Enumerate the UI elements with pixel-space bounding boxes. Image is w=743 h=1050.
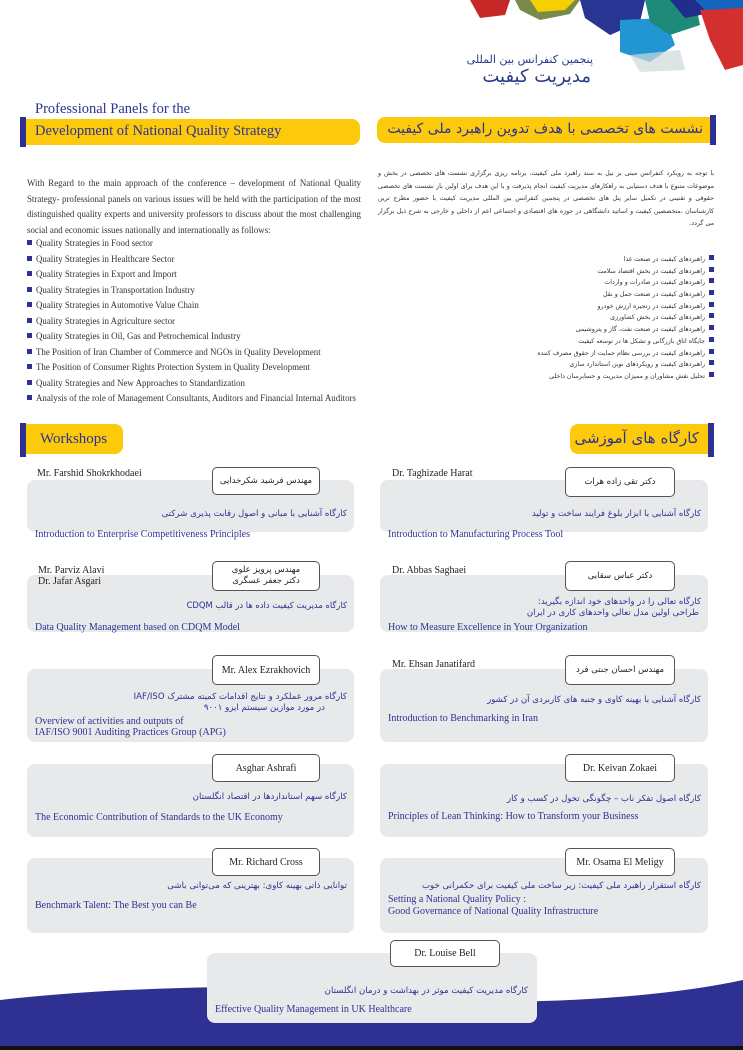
workshop-speaker-en-1: Mr. Parviz Alavi bbox=[38, 565, 105, 576]
workshop-title-fa-1: کارگاه تعالی را در واحدهای خود اندازه بگیرید: bbox=[537, 597, 701, 607]
workshop-title-fa-2: در مورد موازین سیستم ایزو ۹۰۰۱ bbox=[203, 703, 325, 713]
bullet-icon bbox=[27, 380, 32, 385]
workshop-speaker-en: Mr. Ehsan Janatifard bbox=[392, 659, 476, 670]
workshop-title-en-2: Good Governance of National Quality Infrastructure bbox=[388, 906, 599, 917]
workshops-title-en: Workshops bbox=[40, 431, 108, 447]
workshop-title-fa: کارگاه سهم استانداردها در اقتصاد انگلستان bbox=[192, 792, 347, 802]
workshop-speaker-fa-2: دکتر جعفر عسگری bbox=[232, 576, 300, 586]
panel-item-fa: جایگاه اتاق بازرگانی و تشکل ها در توسعه کیفیت bbox=[537, 336, 714, 348]
workshop-speaker-en: Asghar Ashrafi bbox=[212, 754, 320, 782]
bullet-icon bbox=[709, 325, 714, 330]
workshop-title-en: Effective Quality Management in UK Healthcare bbox=[215, 1004, 412, 1015]
workshop-speaker-en-2: Dr. Jafar Asgari bbox=[38, 576, 102, 587]
bullet-icon bbox=[27, 271, 32, 276]
bullet-icon bbox=[27, 364, 32, 369]
workshop-title-fa: کارگاه آشنایی با ابزار بلوغ فرایند ساخت و تولید bbox=[531, 509, 701, 519]
bullet-icon bbox=[709, 313, 714, 318]
bullet-icon bbox=[27, 287, 32, 292]
bullet-icon bbox=[27, 240, 32, 245]
bullet-icon bbox=[709, 255, 714, 260]
panel-item-fa: راهبردهای کیفیت در بررسی نظام حمایت از حقوق مصرف کننده bbox=[537, 348, 714, 360]
bullet-icon bbox=[709, 337, 714, 342]
bullet-icon bbox=[709, 278, 714, 283]
workshop-title-fa: کارگاه آشنایی با مبانی و اصول رقابت پذیری شرکتی bbox=[161, 509, 347, 519]
workshop-title-fa: کارگاه آشنایی با بهینه کاوی و جنبه های کاربردی آن در کشور bbox=[487, 695, 701, 705]
workshop-title-en: Principles of Lean Thinking: How to Transform your Business bbox=[388, 811, 639, 822]
panel-item-en: Quality Strategies in Transportation Industry bbox=[27, 283, 356, 299]
panel-item-fa: تحلیل نقش مشاوران و ممیزان مدیریت و حسابرسان داخلی bbox=[537, 371, 714, 383]
panels-intro-en: With Regard to the main approach of the conference – development of National Quality Strategy- professional panels on various issues will be held with the participation of the most distinguished quality experts and university professors to discuss about the most challenging social and economic issues nationally and internationally as follows: bbox=[27, 178, 361, 235]
workshop-title-fa: کارگاه استقرار راهبرد ملی کیفیت: زیر ساخت ملی کیفیت برای حکمرانی خوب bbox=[421, 881, 701, 891]
panels-title-fa: نشست های تخصصی با هدف تدوین راهبرد ملی کیفیت bbox=[387, 121, 703, 137]
workshop-title-en: The Economic Contribution of Standards to the UK Economy bbox=[35, 812, 283, 823]
workshop-title-en-2: IAF/ISO 9001 Auditing Practices Group (APG) bbox=[35, 727, 226, 738]
bullet-icon bbox=[709, 372, 714, 377]
panels-intro-fa: با توجه به رویکرد کنفرانس مبنی بر نیل به سند راهبرد ملی کیفیت، برنامه ریزی برگزاری نشست های تخصصی در بخش و موضوعات متنوع با هدف دستیابی به راهکارهای مدیریت کیفیت انجام پذیرفت و با این هدف برای اولین بار نشست های تخصصی حقوقی و تقنینی در تکمیل سایر پنل های تخصصی در پنجمین کنفرانس بین المللی مدیریت کیفیت با حضور مطرح ترین کارشناسان ،متخصصین کیفیت و اساتید دانشگاهی در حوزه های اقتصادی و اجتماعی اعم از داخلی و خارجی به شرح ذیل برگزار می گردد. bbox=[378, 170, 714, 227]
workshop-title-en: Data Quality Management based on CDQM Model bbox=[35, 622, 240, 633]
workshops-header-accent-fa bbox=[708, 423, 714, 457]
bullet-icon bbox=[27, 302, 32, 307]
workshop-speaker-en: Dr. Abbas Saghaei bbox=[392, 565, 467, 576]
workshop-speaker-en: Dr. Louise Bell bbox=[390, 940, 500, 967]
workshop-title-en: Introduction to Enterprise Competitiveness Principles bbox=[35, 529, 250, 540]
panel-item-en: The Position of Iran Chamber of Commerce and NGOs in Quality Development bbox=[27, 345, 356, 361]
bullet-icon bbox=[709, 302, 714, 307]
panels-title-en-line1: Professional Panels for the bbox=[35, 101, 191, 117]
workshop-speaker-fa: مهندس احسان جنتی فرد bbox=[565, 655, 675, 685]
workshop-title-en: Benchmark Talent: The Best you can Be bbox=[35, 900, 197, 911]
workshop-title-fa: کارگاه مدیریت کیفیت داده ها در قالب CDQM bbox=[186, 600, 347, 610]
panel-item-en: Quality Strategies in Export and Import bbox=[27, 267, 356, 283]
workshop-speaker-fa: دکتر تقی زاده هرات bbox=[565, 467, 675, 497]
workshop-title-fa-1: کارگاه مرور عملکرد و نتایج اقدامات کمیته مشترک IAF/ISO bbox=[133, 692, 347, 702]
bullet-icon bbox=[709, 349, 714, 354]
bullet-icon bbox=[27, 349, 32, 354]
workshop-title-fa: توانایی ذاتی بهینه کاوی: بهترینی که می‌توانی باشی bbox=[167, 881, 347, 891]
panels-list-fa bbox=[537, 254, 714, 383]
panel-item-en: Quality Strategies in Healthcare Sector bbox=[27, 252, 356, 268]
workshops-title-fa: کارگاه های آموزشی bbox=[574, 429, 699, 447]
workshop-title-en-1: Overview of activities and outputs of bbox=[35, 716, 184, 727]
bullet-icon bbox=[27, 318, 32, 323]
bullet-icon bbox=[27, 395, 32, 400]
panels-header-accent-en bbox=[20, 117, 26, 147]
panel-item-fa: راهبردهای کیفیت در صنعت نفت، گاز و پتروشیمی bbox=[537, 324, 714, 336]
bullet-icon bbox=[709, 290, 714, 295]
logo-title: مدیریت کیفیت bbox=[482, 66, 591, 87]
panel-item-fa: راهبردهای کیفیت در بخش اقتصاد سلامت bbox=[537, 266, 714, 278]
panel-item-en: Quality Strategies and New Approaches to Standardization bbox=[27, 376, 356, 392]
workshop-speaker-fa: دکتر عباس سقایی bbox=[565, 561, 675, 591]
panel-item-en: Quality Strategies in Agriculture sector bbox=[27, 314, 356, 330]
workshop-speaker-en: Mr. Farshid Shokrkhodaei bbox=[37, 468, 142, 479]
bullet-icon bbox=[709, 267, 714, 272]
bullet-icon bbox=[27, 333, 32, 338]
workshop-speaker-en: Mr. Richard Cross bbox=[212, 848, 320, 876]
workshop-speaker-en: Dr. Taghizade Harat bbox=[392, 468, 473, 479]
panel-item-en: The Position of Consumer Rights Protection System in Quality Development bbox=[27, 360, 356, 376]
workshop-speaker-fa bbox=[212, 561, 320, 591]
panels-title-en-line2: Development of National Quality Strategy bbox=[35, 123, 282, 139]
panel-item-fa: راهبردهای کیفیت در بخش کشاورزی bbox=[537, 312, 714, 324]
panel-item-en: Analysis of the role of Management Consultants, Auditors and Financial Internal Auditors bbox=[27, 391, 356, 407]
panels-list-en bbox=[27, 236, 356, 407]
workshop-title-fa: کارگاه اصول تفکر ناب – چگونگی تحول در کسب و کار bbox=[507, 794, 701, 804]
workshop-title-fa: کارگاه مدیریت کیفیت موثر در بهداشت و درمان انگلستان bbox=[324, 986, 528, 996]
panel-item-fa: راهبردهای کیفیت در زنجیره ارزش خودرو bbox=[537, 301, 714, 313]
bullet-icon bbox=[709, 360, 714, 365]
logo-conference-line: پنجمین کنفرانس بین المللی bbox=[466, 53, 593, 66]
workshop-speaker-fa-1: مهندس پرویز علوی bbox=[231, 565, 301, 575]
panel-item-fa: راهبردهای کیفیت در صادرات و واردات bbox=[537, 277, 714, 289]
workshop-speaker-en: Dr. Keivan Zokaei bbox=[565, 754, 675, 782]
panels-header-accent-fa bbox=[710, 115, 716, 145]
panel-item-en: Quality Strategies in Oil, Gas and Petrochemical Industry bbox=[27, 329, 356, 345]
bullet-icon bbox=[27, 256, 32, 261]
panel-item-en: Quality Strategies in Automotive Value Chain bbox=[27, 298, 356, 314]
workshop-title-en: Introduction to Benchmarking in Iran bbox=[388, 713, 538, 724]
workshop-speaker-en: Mr. Alex Ezrakhovich bbox=[212, 655, 320, 685]
panel-item-en: Quality Strategies in Food sector bbox=[27, 236, 356, 252]
panel-item-fa: راهبردهای کیفیت در صنعت حمل و نقل bbox=[537, 289, 714, 301]
panel-item-fa: راهبردهای کیفیت و رویکردهای نوین استاندارد سازی bbox=[537, 359, 714, 371]
workshops-header-accent-en bbox=[20, 423, 26, 457]
workshop-title-fa-2: طراحی اولین مدل تعالی واحدهای کاری در ایران bbox=[526, 608, 699, 618]
panel-item-fa: راهبردهای کیفیت در صنعت غذا bbox=[537, 254, 714, 266]
workshop-title-en: How to Measure Excellence in Your Organization bbox=[388, 622, 588, 633]
workshop-title-en: Introduction to Manufacturing Process Tool bbox=[388, 529, 564, 540]
workshop-speaker-fa: مهندس فرشید شکرخدایی bbox=[212, 467, 320, 495]
workshop-speaker-en: Mr. Osama El Meligy bbox=[565, 848, 675, 876]
workshop-title-en-1: Setting a National Quality Policy : bbox=[388, 894, 527, 905]
